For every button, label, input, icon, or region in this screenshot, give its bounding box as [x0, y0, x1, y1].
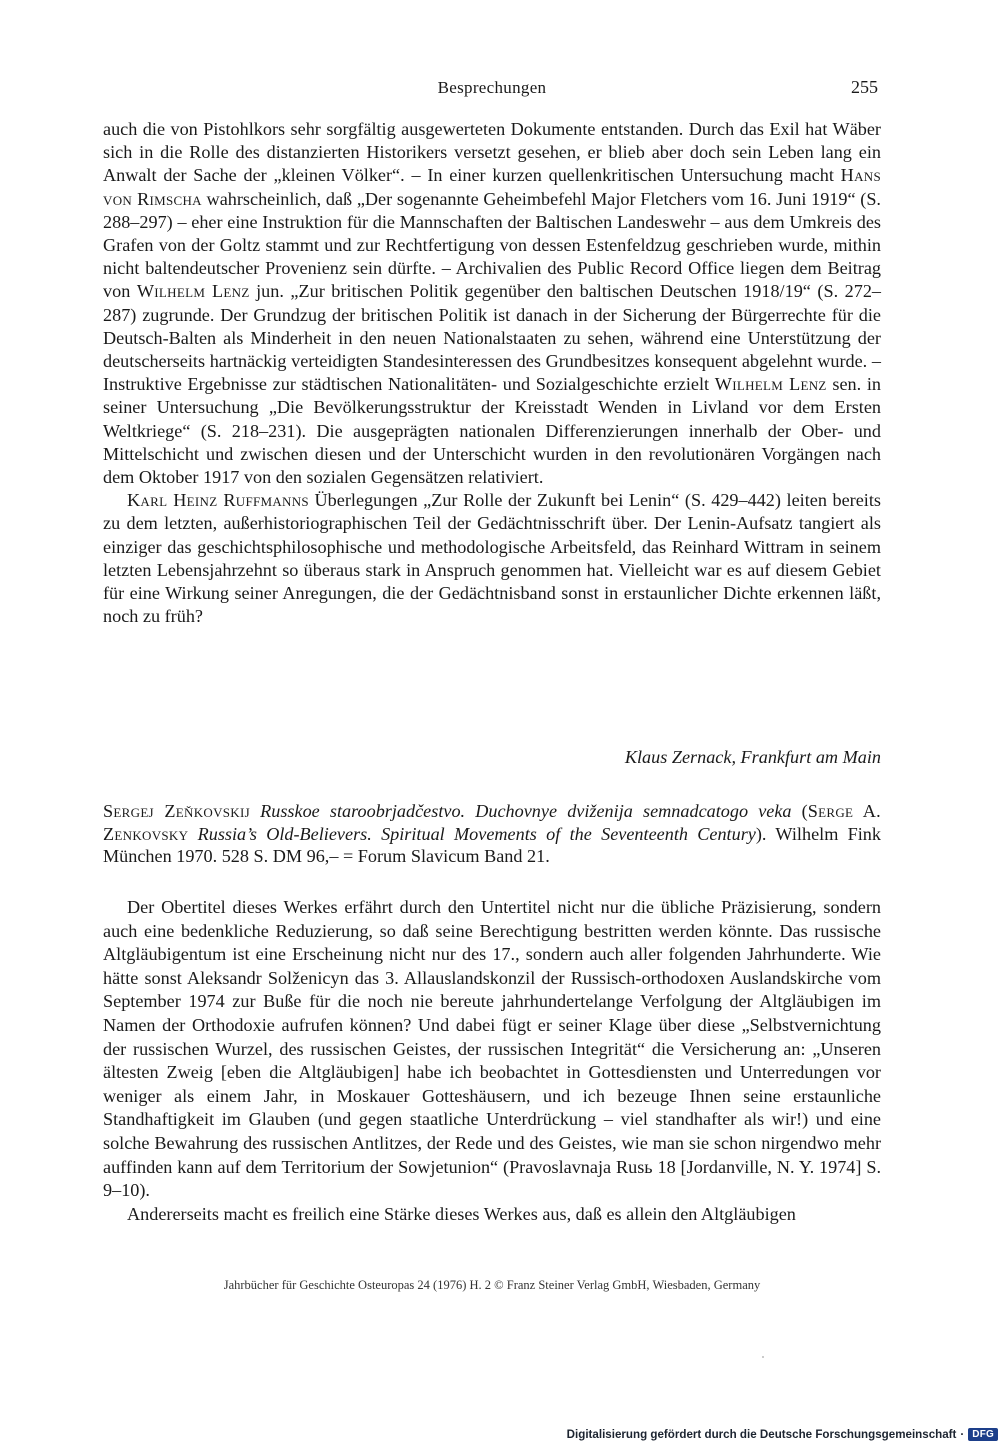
paragraph: Der Obertitel dieses Werkes erfährt durch den Untertitel nicht nur die übliche Präzisierung, sondern auch eine bedenkliche Reduzierung, so daß seine Berechtigung bestritten werden könnte. Das russische Altgläubigentum ist eine Erscheinung nicht nur des 17., sondern auch aller folgenden Jahrhunderte. Wie hätte sonst Aleksandr Solženicyn das 3. Allauslandskonzil der Russisch-orthodoxen Auslandskirche vom September 1974 zur Buße für die noch nie bereute jahrhundertelange Verfolgung der Altgläubigen im Namen der Orthodoxie aufrufen können? Und dabei fügt er seiner Klage über diese „Selbstvernichtung der russischen Wurzel, des russischen Geistes, der russischen Integrität“ die Versicherung an: „Unseren ältesten Zweig [eben die Altgläubigen] habe ich beobachtet in Gottesdiensten und Unterredungen vor weniger als einem Jahr, in Moskauer Gotteshäusern, und ich bezeuge Ihnen seine erstaunliche Standhaftigkeit im Glauben (und gegen staatliche Unterdrückung – viel standhafter als wir!) und eine solche Bewahrung des russischen Antlitzes, der Rede und des Geistes, wie man sie schon nirgendwo mehr auffinden kann auf dem Territorium der Sowjetunion“ (Pravoslavnaja Rusь 18 [Jordanville, N. Y. 1974] S. 9–10). — [103, 897, 881, 1201]
funding-separator: · — [960, 1427, 965, 1441]
funding-notice — [567, 1424, 1000, 1444]
book-title-english: Russia’s Old-Believers. Spiritual Movements of the Seventeenth Century — [197, 823, 756, 844]
author-name: Wilhelm Lenz — [714, 374, 827, 395]
running-head: Besprechungen — [437, 78, 547, 97]
author-name: Serge A. Zenkovsky — [103, 801, 882, 844]
review-body — [103, 896, 881, 1226]
paragraph: Karl Heinz Ruffmanns Überlegungen „Zur Rolle der Zukunft bei Lenin“ (S. 429–442) leiten bereits zu dem letzten, außerhistoriographischen Teil der Gedächtnisschrift über. Der Lenin-Aufsatz tangiert als einziger das geschichtsphilosophische und methodologische Arbeitsfeld, das Reinhard Wittram in seinem letzten Lebensjahrzehnt so überaus stark in Anspruch genommen hat. Vielleicht war es auf diesem Gebiet für eine Wirkung seiner Anregungen, die der Gedächtnisband sonst in erstaunlicher Dichte erkennen läßt, noch zu früh? — [103, 490, 881, 627]
author-name: Wilhelm Lenz — [136, 281, 250, 302]
reviewer-signature: Klaus Zernack, Frankfurt am Main — [624, 747, 881, 767]
author-name: Karl Heinz Ruffmanns — [127, 490, 309, 511]
page-number: 255 — [851, 77, 878, 97]
scan-artifact — [762, 1356, 764, 1358]
author-name: Hans von Rimscha — [103, 165, 881, 209]
author-name: Sergej Zeňkovskij — [103, 801, 250, 821]
page-header — [103, 78, 881, 102]
book-title: Russkoe staroobrjadčestvo. Duchovnye dviženija semnadcatogo veka — [260, 801, 792, 821]
review-continuation — [103, 118, 881, 628]
funding-text: Digitalisierung gefördert durch die Deutsche Forschungsgemeinschaft — [566, 1427, 957, 1441]
dfg-logo-icon: DFG — [968, 1428, 998, 1441]
journal-footer: Jahrbücher für Geschichte Osteuropas 24 (1976) H. 2 © Franz Steiner Verlag GmbH, Wiesbaden, Germany — [223, 1278, 761, 1292]
paragraph: Andererseits macht es freilich eine Stärke dieses Werkes aus, daß es allein den Altgläubigen — [127, 1203, 796, 1224]
paragraph: auch die von Pistohlkors sehr sorgfältig ausgewerteten Dokumente entstanden. Durch das Exil hat Wäber sich in die Rolle des distanzierten Historikers versetzt gesehen, er blieb aber doch sein Leben lang ein Anwalt der Sache der „kleinen Völker“. – In einer kurzen quellenkritischen Untersuchung macht Hans von Rimscha wahrscheinlich, daß „Der sogenannte Geheimbefehl Major Fletchers vom 16. Juni 1919“ (S. 288–297) – eher eine Instruktion für die Mannschaften der Baltischen Landeswehr – aus dem Umkreis des Grafen von der Goltz stammt und zur Rechtfertigung von dessen Estenfeldzug geschrieben wurde, mithin nicht baltendeutscher Provenienz sein dürfte. – Archivalien des Public Record Office liegen dem Beitrag von Wilhelm Lenz jun. „Zur britischen Politik gegenüber den baltischen Deutschen 1918/19“ (S. 272–287) zugrunde. Der Grundzug der britischen Politik ist danach in der Sicherung der Bürgerrechte für die Deutsch-Balten als Minderheit in den neuen Nationalstaaten zu sehen, während eine Unterstützung der deutscherseits hartnäckig verteidigten Standesinteressen des Grundbesitzes konsequent abgelehnt wurde. – Instruktive Ergebnisse zur städtischen Nationalitäten- und Sozialgeschichte erzielt Wilhelm Lenz sen. in seiner Untersuchung „Die Bevölkerungsstruktur der Kreisstadt Wenden in Livland vor dem Ersten Weltkriege“ (S. 218–231). Die ausgeprägten nationalen Differenzierungen innerhalb der Ober- und Mittelschicht und zwischen diesen und der Unterschicht wurden in den revolutionären Vorgängen nach dem Oktober 1917 von den sozialen Gegensätzen relativiert. — [103, 119, 882, 488]
bibliographic-entry: Sergej Zeňkovskij Russkoe staroobrjadčestvo. Duchovnye dviženija semnadcatogo veka (Serge A. Zenkovsky Russia’s Old-Believers. Spiritual Movements of the Seventeenth Century). Wilhelm Fink München 1970. 528 S. DM 96,– = Forum Slavicum Band 21. — [103, 801, 882, 866]
